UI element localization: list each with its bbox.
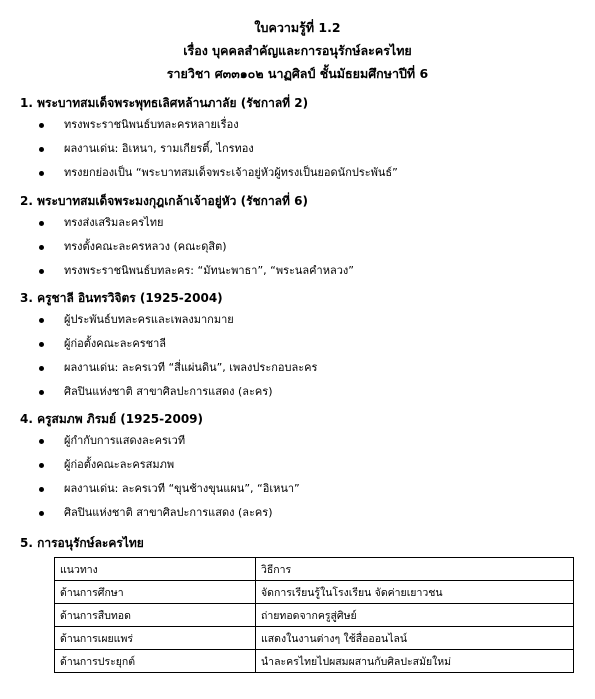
bullet-icon bbox=[39, 463, 44, 468]
list-item-text: ทรงพระราชนิพนธ์บทละครหลายเรื่อง bbox=[64, 118, 239, 131]
list-item bbox=[20, 380, 580, 404]
bullet-list bbox=[20, 113, 580, 185]
bullet-icon bbox=[39, 171, 44, 176]
table-header-cell: แนวทาง bbox=[55, 558, 256, 581]
list-item-text: ผู้ก่อตั้งคณะละครชาลี bbox=[64, 337, 166, 350]
list-item bbox=[20, 356, 580, 380]
table-header-row bbox=[55, 558, 574, 581]
section-title: 2. พระบาทสมเด็จพระมงกุฎเกล้าเจ้าอยู่หัว (รัชกาลที่ 6) bbox=[20, 194, 308, 208]
list-item bbox=[20, 429, 580, 453]
table-row bbox=[55, 627, 574, 650]
list-item bbox=[20, 113, 580, 137]
list-item-text: ผลงานเด่น: อิเหนา, รามเกียรติ์, ไกรทอง bbox=[64, 142, 254, 155]
list-item-text: ทรงยกย่องเป็น “พระบาทสมเด็จพระเจ้าอยู่หัวผู้ทรงเป็นยอดนักประพันธ์” bbox=[64, 166, 398, 179]
bullet-list bbox=[20, 211, 580, 283]
section-title: 3. ครูชาลี อินทรวิจิตร (1925-2004) bbox=[20, 291, 223, 305]
list-item-text: ผู้ประพันธ์บทละครและเพลงมากมาย bbox=[64, 313, 234, 326]
table-row bbox=[55, 581, 574, 604]
table-cell: ด้านการศึกษา bbox=[55, 581, 256, 604]
document-title: ใบความรู้ที่ 1.2 bbox=[254, 20, 341, 35]
table-cell: ด้านการเผยแพร่ bbox=[55, 627, 256, 650]
conservation-table bbox=[54, 557, 574, 673]
section-title: 4. ครูสมภพ ภิรมย์ (1925-2009) bbox=[20, 412, 204, 426]
section-5 bbox=[20, 533, 580, 553]
list-item bbox=[20, 332, 580, 356]
list-item bbox=[20, 501, 580, 525]
bullet-icon bbox=[39, 269, 44, 274]
list-item-text: ทรงตั้งคณะละครหลวง (คณะดุสิต) bbox=[64, 240, 227, 253]
list-item-text: ศิลปินแห่งชาติ สาขาศิลปะการแสดง (ละคร) bbox=[64, 385, 273, 398]
table-cell: นำละครไทยไปผสมผสานกับศิลปะสมัยใหม่ bbox=[256, 650, 574, 673]
bullet-icon bbox=[39, 511, 44, 516]
list-item-text: ศิลปินแห่งชาติ สาขาศิลปะการแสดง (ละคร) bbox=[64, 506, 273, 519]
table-cell: ด้านการประยุกต์ bbox=[55, 650, 256, 673]
list-item bbox=[20, 477, 580, 501]
list-item bbox=[20, 259, 580, 283]
bullet-icon bbox=[39, 221, 44, 226]
section-2 bbox=[20, 191, 580, 283]
section-1 bbox=[20, 93, 580, 185]
bullet-list bbox=[20, 308, 580, 404]
table-row bbox=[55, 604, 574, 627]
section-title: 1. พระบาทสมเด็จพระพุทธเลิศหล้านภาลัย (รัชกาลที่ 2) bbox=[20, 96, 309, 110]
list-item-text: ทรงพระราชนิพนธ์บทละคร: “มัทนะพาธา”, “พระนลคำหลวง” bbox=[64, 264, 354, 277]
list-item bbox=[20, 453, 580, 477]
list-item-text: ผู้กำกับการแสดงละครเวที bbox=[64, 434, 186, 447]
bullet-icon bbox=[39, 318, 44, 323]
table-cell: จัดการเรียนรู้ในโรงเรียน จัดค่ายเยาวชน bbox=[256, 581, 574, 604]
list-item bbox=[20, 137, 580, 161]
table-cell: ด้านการสืบทอด bbox=[55, 604, 256, 627]
list-item-text: ทรงส่งเสริมละครไทย bbox=[64, 216, 164, 229]
bullet-icon bbox=[39, 123, 44, 128]
section-title: 5. การอนุรักษ์ละครไทย bbox=[20, 536, 144, 550]
section-3 bbox=[20, 288, 580, 404]
list-item-text: ผู้ก่อตั้งคณะละครสมภพ bbox=[64, 458, 175, 471]
section-4 bbox=[20, 409, 580, 525]
table-row bbox=[55, 650, 574, 673]
list-item-text: ผลงานเด่น: ละครเวที “ขุนช้างขุนแผน”, “อิเหนา” bbox=[64, 482, 300, 495]
bullet-icon bbox=[39, 439, 44, 444]
bullet-icon bbox=[39, 487, 44, 492]
list-item-text: ผลงานเด่น: ละครเวที “สี่แผ่นดิน”, เพลงประกอบละคร bbox=[64, 361, 318, 374]
list-item bbox=[20, 161, 580, 185]
table-cell: ถ่ายทอดจากครูสู่ศิษย์ bbox=[256, 604, 574, 627]
bullet-icon bbox=[39, 245, 44, 250]
bullet-list bbox=[20, 429, 580, 525]
document-course: รายวิชา ศ๓๓๑๐๒ นาฏศิลป์ ชั้นมัธยมศึกษาปีที่ 6 bbox=[166, 66, 429, 81]
list-item bbox=[20, 235, 580, 259]
list-item bbox=[20, 211, 580, 235]
document-header bbox=[0, 16, 595, 85]
table-header-cell: วิธีการ bbox=[256, 558, 574, 581]
document-subject: เรื่อง บุคคลสำคัญและการอนุรักษ์ละครไทย bbox=[183, 43, 412, 58]
bullet-icon bbox=[39, 390, 44, 395]
bullet-icon bbox=[39, 147, 44, 152]
bullet-icon bbox=[39, 366, 44, 371]
bullet-icon bbox=[39, 342, 44, 347]
list-item bbox=[20, 308, 580, 332]
table-cell: แสดงในงานต่างๆ ใช้สื่อออนไลน์ bbox=[256, 627, 574, 650]
